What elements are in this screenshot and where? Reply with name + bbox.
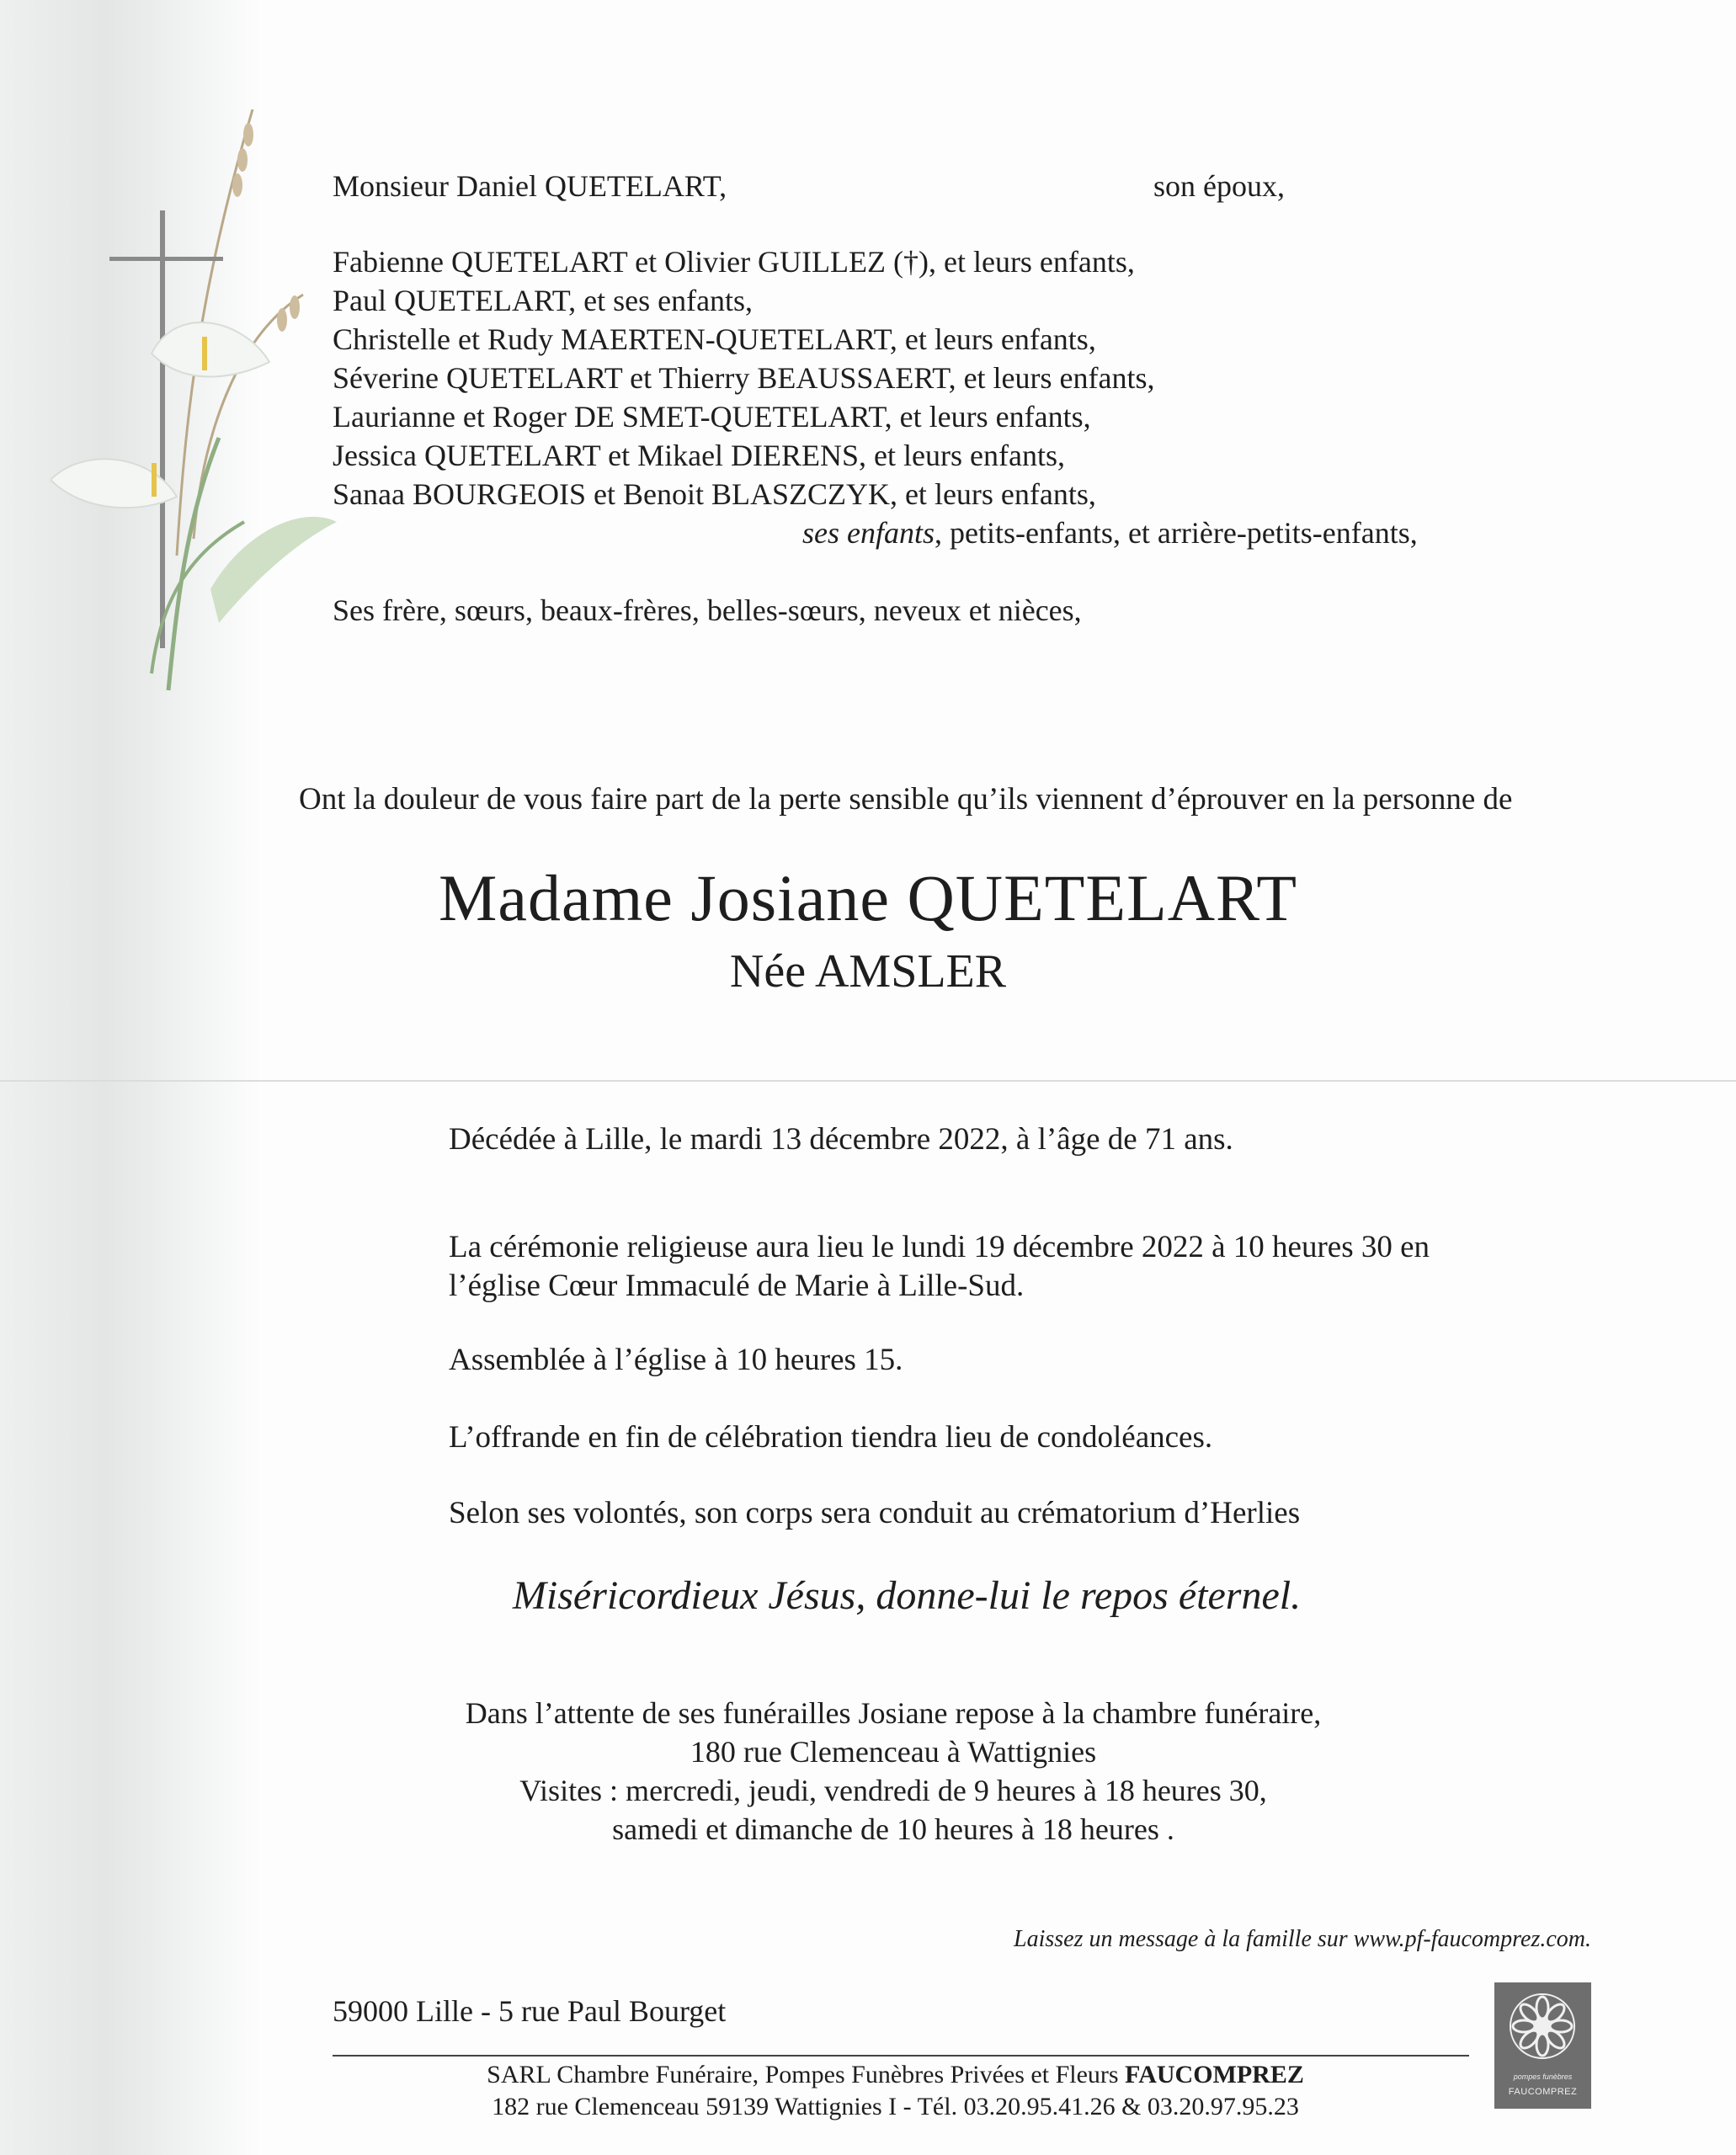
maiden-name: Née AMSLER xyxy=(729,945,1007,998)
descendants-rest: , petits-enfants, et arrière-petits-enfants, xyxy=(935,516,1418,550)
cremation-details: Selon ses volontés, son corps sera conduit au crématorium d’Herlies xyxy=(449,1496,1301,1530)
assembly-details: Assemblée à l’église à 10 heures 15. xyxy=(449,1343,903,1377)
ceremony-line-1: La cérémonie religieuse aura lieu le lundi 19 décembre 2022 à 10 heures 30 en xyxy=(449,1230,1430,1264)
website-note: Laissez un message à la famille sur www.pf-faucomprez.com. xyxy=(1014,1926,1591,1952)
spouse-relation: son époux, xyxy=(1153,169,1285,203)
list-item: Paul QUETELART, et ses enfants, xyxy=(333,284,754,317)
prayer: Miséricordieux Jésus, donne-lui le repos éternel. xyxy=(512,1573,1302,1618)
footer-divider xyxy=(333,2055,1469,2057)
deceased-name: Madame Josiane QUETELART xyxy=(438,861,1298,934)
list-item: Séverine QUETELART et Thierry BEAUSSAERT, et leurs enfants, xyxy=(333,361,1155,395)
visitation-block xyxy=(0,1694,1736,1849)
list-item: Christelle et Rudy MAERTEN-QUETELART, et leurs enfants, xyxy=(333,322,1096,356)
cross-icon xyxy=(109,210,223,648)
cross-lily-wheat-decoration xyxy=(51,84,337,724)
descendants-line xyxy=(802,513,1418,552)
company-line xyxy=(55,2059,1736,2091)
company-name: FAUCOMPREZ xyxy=(1125,2061,1304,2088)
company-contact: 182 rue Clemenceau 59139 Wattignies I - Tél. 03.20.95.41.26 & 03.20.97.95.23 xyxy=(492,2093,1299,2120)
list-item: Sanaa BOURGEOIS et Benoit BLASZCZYK, et leurs enfants, xyxy=(333,477,1096,511)
company-prefix: SARL Chambre Funéraire, Pompes Funèbres Privées et Fleurs xyxy=(487,2061,1126,2088)
company-logo xyxy=(1494,1982,1591,2109)
logo-brand: FAUCOMPREZ xyxy=(1508,2087,1578,2097)
visitation-line: Dans l’attente de ses funérailles Josiane repose à la chambre funéraire, xyxy=(465,1696,1322,1730)
death-details: Décédée à Lille, le mardi 13 décembre 2022, à l’âge de 71 ans. xyxy=(449,1122,1233,1157)
offering-details: L’offrande en fin de célébration tiendra lieu de condoléances. xyxy=(449,1420,1213,1455)
descendants-italic: ses enfants xyxy=(802,516,935,550)
logo-tagline: pompes funèbres xyxy=(1513,2073,1573,2081)
spouse-name: Monsieur Daniel QUETELART, xyxy=(333,169,727,203)
visitation-line: 180 rue Clemenceau à Wattignies xyxy=(690,1735,1097,1769)
announcement: Ont la douleur de vous faire part de la perte sensible qu’ils viennent d’éprouver en la personne de xyxy=(299,782,1513,817)
office-address: 59000 Lille - 5 rue Paul Bourget xyxy=(333,1994,727,2028)
visitation-line: samedi et dimanche de 10 heures à 18 heures . xyxy=(612,1812,1174,1846)
list-item: Fabienne QUETELART et Olivier GUILLEZ (†), et leurs enfants, xyxy=(333,245,1135,279)
company-footer xyxy=(0,2059,1736,2123)
visitation-line: Visites : mercredi, jeudi, vendredi de 9 heures à 18 heures 30, xyxy=(519,1774,1267,1807)
ceremony-line-2: l’église Cœur Immaculé de Marie à Lille-Sud. xyxy=(449,1269,1025,1303)
list-item: Jessica QUETELART et Mikael DIERENS, et leurs enfants, xyxy=(333,439,1065,472)
flower-logo-icon xyxy=(1494,1982,1591,2071)
siblings-line: Ses frère, sœurs, beaux-frères, belles-sœurs, neveux et nièces, xyxy=(333,593,1082,627)
list-item: Laurianne et Roger DE SMET-QUETELART, et leurs enfants, xyxy=(333,400,1091,434)
fold-line xyxy=(0,1080,1736,1082)
